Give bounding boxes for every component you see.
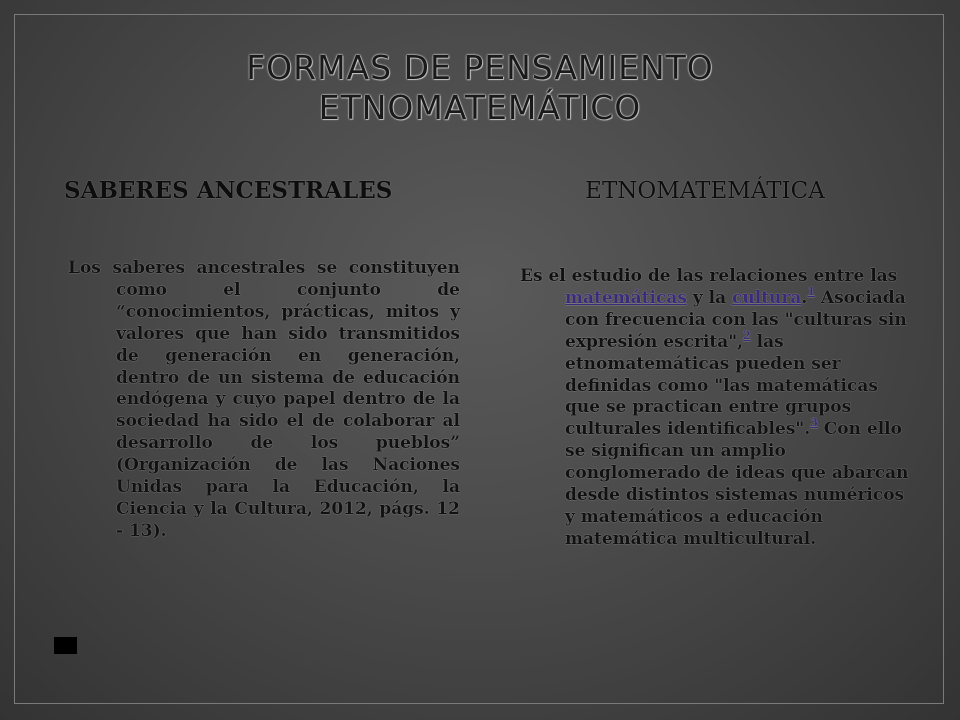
reference-link-3[interactable]: 3 bbox=[810, 416, 818, 430]
right-column-body bbox=[520, 266, 910, 551]
text-segment: . bbox=[801, 287, 808, 308]
left-column-heading: SABERES ANCESTRALES bbox=[64, 177, 393, 204]
text-segment: y la bbox=[686, 287, 733, 308]
slide-title bbox=[150, 48, 810, 128]
left-column-body bbox=[68, 258, 460, 543]
right-column-heading: ETNOMATEMÁTICA bbox=[585, 178, 825, 204]
text-segment: las etnomatemáticas pueden ser definidas como "las matemáticas que se practican entre grupos culturales identificables". bbox=[565, 331, 878, 440]
reference-link-2[interactable]: 2 bbox=[743, 328, 751, 342]
reference-link-1[interactable]: 1 bbox=[807, 284, 815, 298]
text-segment: Es el estudio de las relaciones entre las bbox=[520, 266, 898, 286]
title-line-2: ETNOMATEMÁTICO bbox=[318, 88, 642, 127]
text-segment: Asociada con frecuencia con las "culturas sin expresión escrita", bbox=[565, 287, 907, 352]
text-segment: Con ello se significan un amplio conglomerado de ideas que abarcan desde distintos sistemas numéricos y matemáticos a educación matemática multicultural. bbox=[565, 419, 909, 549]
title-line-1: FORMAS DE PENSAMIENTO bbox=[246, 48, 714, 87]
link-matematicas[interactable]: matemáticas bbox=[565, 287, 687, 308]
etnomatematica-paragraph bbox=[520, 266, 910, 551]
link-cultura[interactable]: cultura bbox=[732, 287, 802, 308]
black-rectangle bbox=[54, 637, 77, 654]
saberes-paragraph: Los saberes ancestrales se constituyen como el conjunto de “conocimientos, prácticas, mitos y valores que han sido transmitidos de generación en generación, dentro de un sistema de educación endógena y cuyo papel dentro de la sociedad ha sido el de colaborar al desarrollo de los pueblos” (Organización de las Naciones Unidas para la Educación, la Ciencia y la Cultura, 2012, págs. 12 - 13). bbox=[68, 258, 460, 541]
